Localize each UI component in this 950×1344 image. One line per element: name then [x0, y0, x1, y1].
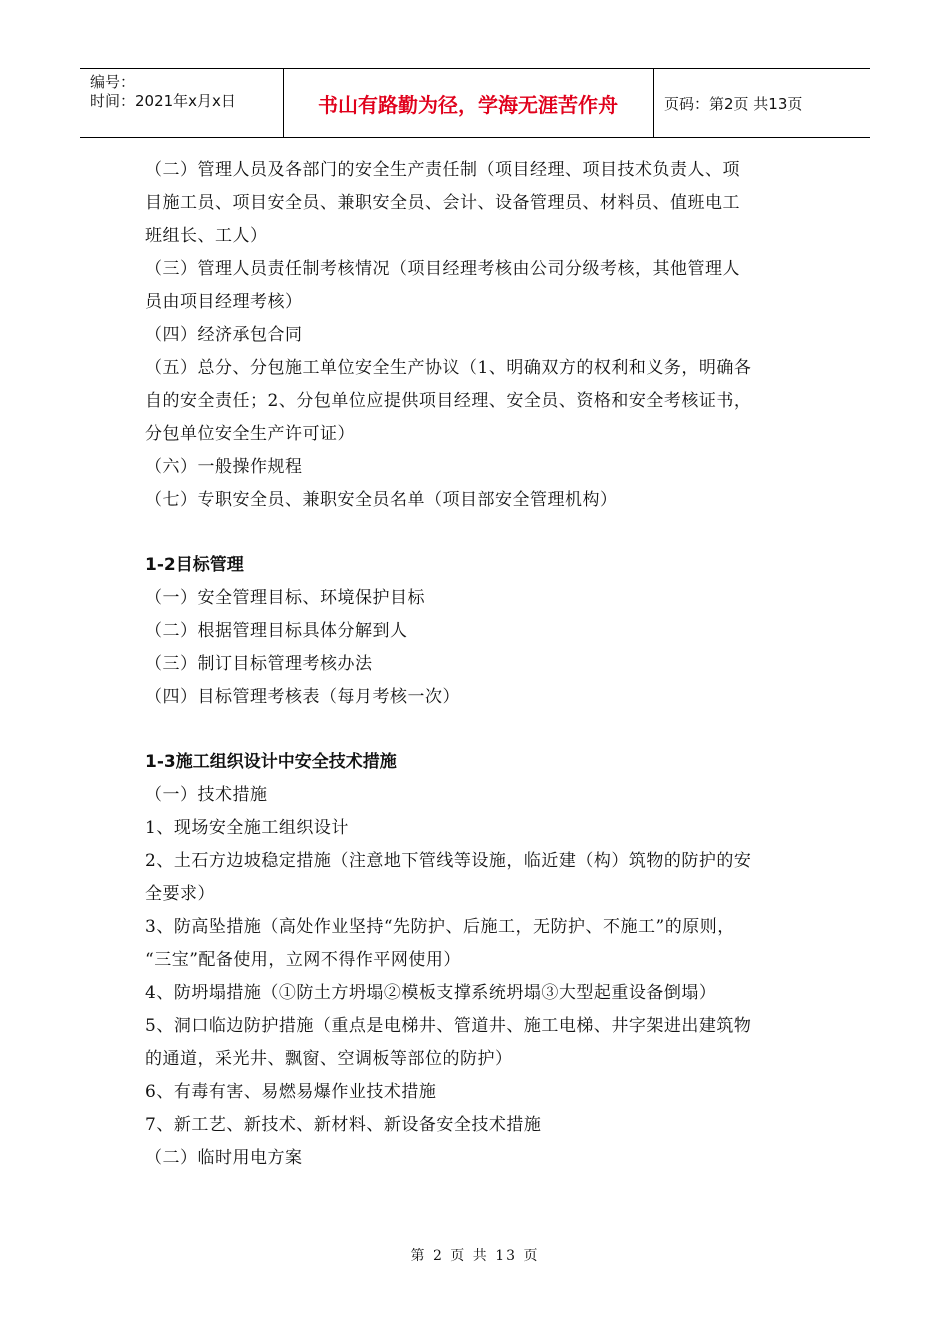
text-line: 目施工员、项目安全员、兼职安全员、会计、设备管理员、材料员、值班电工 [145, 193, 740, 213]
text-line: “三宝”配备使用，立网不得作平网使用） [145, 950, 461, 970]
text-line: （四）目标管理考核表（每月考核一次） [145, 687, 460, 707]
section-heading: 1-2目标管理 [145, 555, 244, 575]
text-line: （三）制订目标管理考核办法 [145, 654, 373, 674]
text-line: 3、防高坠措施（高处作业坚持“先防护、后施工，无防护、不施工”的原则， [145, 917, 735, 937]
text-line: 7、新工艺、新技术、新材料、新设备安全技术措施 [145, 1115, 542, 1135]
text-line: （二）临时用电方案 [145, 1148, 303, 1168]
text-line: 的通道，采光井、飘窗、空调板等部位的防护） [145, 1049, 513, 1069]
text-line: 5、洞口临边防护措施（重点是电梯井、管道井、施工电梯、井字架进出建筑物 [145, 1016, 752, 1036]
section-heading: 1-3施工组织设计中安全技术措施 [145, 752, 397, 772]
text-line: （一）技术措施 [145, 785, 268, 805]
document-body [145, 154, 815, 1175]
header-page-info: 页码：第2页 共13页 [664, 94, 803, 113]
text-line: （七）专职安全员、兼职安全员名单（项目部安全管理机构） [145, 490, 618, 510]
text-line: （二）管理人员及各部门的安全生产责任制（项目经理、项目技术负责人、项 [145, 160, 740, 180]
header-meta [90, 73, 236, 111]
header-motto: 书山有路勤为径，学海无涯苦作舟 [318, 92, 618, 117]
text-line: （三）管理人员责任制考核情况（项目经理考核由公司分级考核，其他管理人 [145, 259, 740, 279]
text-line: （六）一般操作规程 [145, 457, 303, 477]
text-line: 1、现场安全施工组织设计 [145, 818, 349, 838]
text-line: 2、土石方边坡稳定措施（注意地下管线等设施，临近建（构）筑物的防护的安 [145, 851, 752, 871]
text-line: 班组长、工人） [145, 226, 268, 246]
text-line: 6、有毒有害、易燃易爆作业技术措施 [145, 1082, 437, 1102]
text-line: （四）经济承包合同 [145, 325, 303, 345]
text-line: 自的安全责任；2、分包单位应提供项目经理、安全员、资格和安全考核证书， [145, 391, 752, 411]
page-header [80, 68, 870, 138]
number-label: 编号： [90, 73, 136, 91]
text-line: 4、防坍塌措施（①防土方坍塌②模板支撑系统坍塌③大型起重设备倒塌） [145, 983, 717, 1003]
text-line: 员由项目经理考核） [145, 292, 303, 312]
page-footer: 第 2 页 共 13 页 [410, 1248, 540, 1264]
header-divider [653, 69, 654, 137]
text-line: 全要求） [145, 884, 215, 904]
text-line: 分包单位安全生产许可证） [145, 424, 355, 444]
text-line: （一）安全管理目标、环境保护目标 [145, 588, 425, 608]
text-line: （五）总分、分包施工单位安全生产协议（1、明确双方的权利和义务，明确各 [145, 358, 752, 378]
time-label: 时间：2021年x月x日 [90, 92, 236, 110]
text-line: （二）根据管理目标具体分解到人 [145, 621, 408, 641]
